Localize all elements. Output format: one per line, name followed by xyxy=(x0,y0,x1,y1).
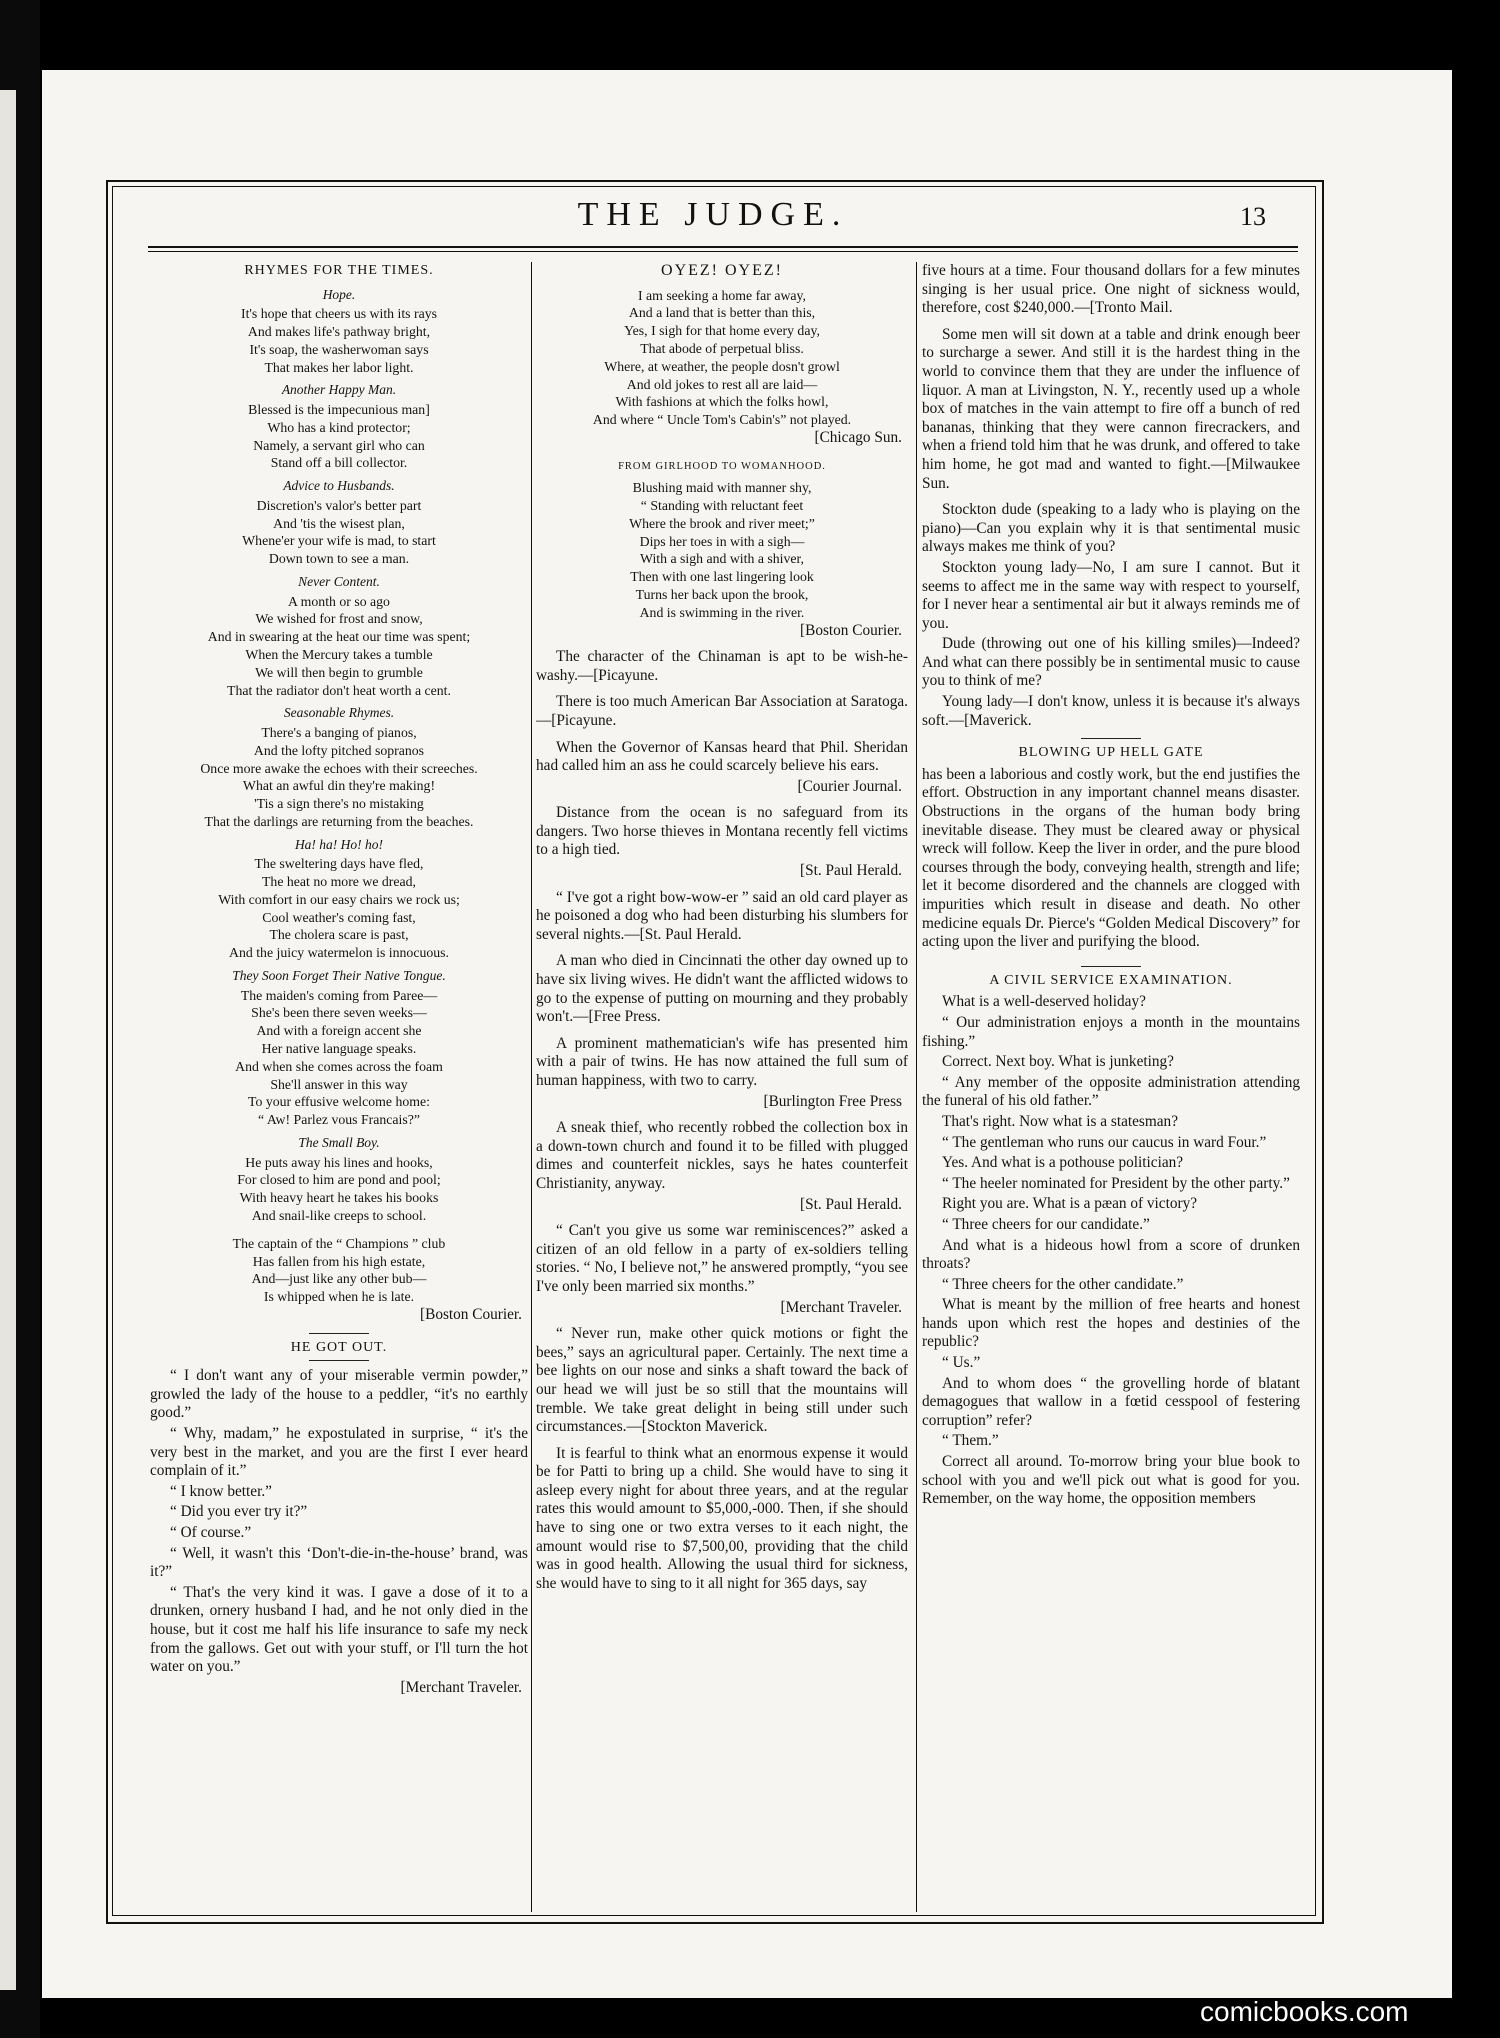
poem-line: Discretion's valor's better part xyxy=(256,497,422,513)
paragraph: “ I've got a right bow-wow-er ” said an old card player as he poisoned a dog who had been disturbing his slumbers for several nights.—[St. Paul Herald. xyxy=(536,888,908,943)
story-paragraph: “ Why, madam,” he expostulated in surprise, “ it's the very best in the market, and you are the first I ever heard complain of it.” xyxy=(150,1424,528,1480)
story-paragraph: “ I know better.” xyxy=(170,1482,272,1500)
poem-line: She'll answer in this way xyxy=(270,1076,408,1092)
poem-line: Blessed is the impecunious man] xyxy=(248,401,430,417)
paragraph: “ Never run, make other quick motions or fight the bees,” says an agricultural paper. Certainly. The next time a bee lights on our nose and sinks a shaft toward the back of our head we will just be so still that the mountains will tremble. We take great delight in being still under such circumstances.—[Stockton Maverick. xyxy=(536,1325,908,1436)
poem-stanza xyxy=(150,724,528,831)
poem-line: To your effusive welcome home: xyxy=(248,1094,430,1110)
dialogue-line: “ Three cheers for the other candidate.” xyxy=(942,1275,1184,1293)
poem-line: We will then begin to grumble xyxy=(255,664,423,680)
poem-title: Seasonable Rhymes. xyxy=(283,705,395,721)
poem-line: And the juicy watermelon is innocuous. xyxy=(229,945,449,961)
poem-line: She's been there seven weeks— xyxy=(251,1005,427,1021)
poem-line: Down town to see a man. xyxy=(268,551,410,567)
source-credit: [Courier Journal. xyxy=(797,777,902,795)
poem-line: Namely, a servant girl who can xyxy=(253,437,425,453)
section-rule xyxy=(1081,966,1141,967)
poem-stanza xyxy=(150,855,528,962)
poem-line: For closed to him are pond and pool; xyxy=(237,1172,441,1188)
dialogue-line: Correct. Next boy. What is junketing? xyxy=(942,1053,1174,1071)
poem-line: Where the brook and river meet;” xyxy=(629,515,815,531)
column-divider xyxy=(916,262,917,1912)
poem-title: They Soon Forget Their Native Tongue. xyxy=(232,968,446,984)
girlhood-source: [Boston Courier. xyxy=(800,621,902,639)
dialogue-line: Right you are. What is a pæan of victory? xyxy=(942,1195,1198,1213)
paragraph: Stockton dude (speaking to a lady who is playing on the piano)—Can you explain why it is that sentimental music always makes me think of you? xyxy=(922,501,1300,556)
source-credit: [St. Paul Herald. xyxy=(800,1195,902,1213)
poem-stanza xyxy=(150,987,528,1129)
paragraph: The character of the Chinaman is apt to be wish-he-washy.—[Picayune. xyxy=(536,648,908,684)
poem-title: Ha! ha! Ho! ho! xyxy=(294,836,384,852)
poem-line: And makes life's pathway bright, xyxy=(247,323,431,339)
dialogue-line: What is meant by the million of free hearts and honest hands upon which rest the hopes and destinies of the republic? xyxy=(922,1296,1300,1351)
dialogue-line: And what is a hideous howl from a score of drunken throats? xyxy=(922,1236,1300,1273)
poem-stanza xyxy=(150,1154,528,1225)
hellgate-heading: BLOWING UP HELL GATE xyxy=(1018,745,1204,761)
poem-line: What an awful din they're making! xyxy=(242,778,436,794)
poem-title: Advice to Husbands. xyxy=(283,478,395,494)
poem-line: Cool weather's coming fast, xyxy=(262,909,416,925)
paragraph: It is fearful to think what an enormous expense it would be for Patti to bring up a child. She would have to sing it asleep every night for about three years, and at the regular rates this would amount to $5,000,-000. Then, if she should have to sing one or two extra verses to it each night, the amount would rise to $7,500,00, providing that the child was in good health. Allowing the usual third for sickness, she would have to sing to it all night for 365 days, say xyxy=(536,1444,908,1592)
poem-line: With heavy heart he takes his books xyxy=(239,1190,439,1206)
masthead-rule xyxy=(148,246,1298,248)
dialogue-line: That's right. Now what is a statesman? xyxy=(942,1112,1178,1130)
dialogue-line: Correct all around. To-morrow bring your blue book to school with you and we'll pick out what is good for you. Remember, on the way home, the opposition members xyxy=(922,1453,1300,1508)
poem-line: Stand off a bill collector. xyxy=(270,455,408,471)
story-paragraph: “ I don't want any of your miserable vermin powder,” growled the lady of the house to a peddler, “it's no earthly good.” xyxy=(150,1367,528,1422)
poem-line: The sweltering days have fled, xyxy=(254,856,424,872)
poem-line: Is whipped when he is late. xyxy=(263,1289,415,1305)
got-out-heading: HE GOT OUT. xyxy=(290,1339,388,1355)
poem-line: It's hope that cheers us with its rays xyxy=(241,306,437,322)
paragraph: A sneak thief, who recently robbed the collection box in a down-town church and found it to be filled with plugged dimes and counterfeit nickles, says he hates counterfeit Christianity, anyway. xyxy=(536,1119,908,1192)
masthead-title: THE JUDGE. xyxy=(577,196,849,233)
poem-line: Her native language speaks. xyxy=(261,1041,417,1057)
poem-line: And snail-like creeps to school. xyxy=(251,1208,427,1224)
column-2 xyxy=(536,262,908,1912)
poem-line: With fashions at which the folks howl, xyxy=(615,394,829,410)
poem-line: 'Tis a sign there's no mistaking xyxy=(254,796,424,812)
oyez-source: [Chicago Sun. xyxy=(814,428,902,446)
poem-line: The maiden's coming from Paree— xyxy=(240,987,438,1003)
rhymes-poems xyxy=(150,286,528,1306)
paragraph: Stockton young lady—No, I am sure I cannot. But it seems to affect me in the same way with respect to yourself, for I never hear a sentimental air but it always reminds me of you. xyxy=(922,558,1300,632)
column-3 xyxy=(922,262,1300,1912)
poem-line: And with a foreign accent she xyxy=(256,1023,422,1039)
poem-title: Never Content. xyxy=(298,573,380,589)
poem-line: With comfort in our easy chairs we rock us; xyxy=(218,891,460,907)
got-out-source: [Merchant Traveler. xyxy=(400,1678,522,1696)
dialogue-line: “ Our administration enjoys a month in the mountains fishing.” xyxy=(922,1013,1300,1050)
poem-line: The cholera scare is past, xyxy=(269,927,409,943)
source-credit: [Burlington Free Press xyxy=(763,1092,902,1110)
poem-line: The captain of the “ Champions ” club xyxy=(232,1235,446,1251)
section-rule xyxy=(309,1360,369,1361)
column-divider xyxy=(531,262,532,1912)
column-2-items xyxy=(536,648,908,1593)
poem-line: Once more awake the echoes with their screeches. xyxy=(200,760,478,776)
paragraph: There is too much American Bar Association at Saratoga.—[Picayune. xyxy=(536,693,908,729)
poem-line: And old jokes to rest all are laid— xyxy=(626,376,818,392)
masthead-rule-thin xyxy=(148,251,1298,252)
poem-title: The Small Boy. xyxy=(298,1135,380,1151)
poem-line: Turns her back upon the brook, xyxy=(635,586,809,602)
oyez-poem xyxy=(536,287,908,429)
adjacent-page-edge xyxy=(0,90,16,1990)
poem-line: Blushing maid with manner shy, xyxy=(632,480,812,496)
poem-line: Then with one last lingering look xyxy=(630,569,814,585)
poem-title: Hope. xyxy=(322,286,356,302)
girlhood-poem xyxy=(536,479,908,621)
dialogue-line: And to whom does “ the grovelling horde of blatant demagogues that wallow in a fœtid cesspool of festering corruption” refer? xyxy=(922,1374,1300,1429)
paragraph: A man who died in Cincinnati the other day owned up to have six living wives. He didn't want the afflicted widows to go to the expense of putting on mourning and they probably won't.—[Free Press. xyxy=(536,952,908,1026)
story-paragraph: “ That's the very kind it was. I gave a dose of it to a drunken, ornery husband I had, and he not only died in the house, but it cost me half his life insurance to safe my neck from the gallows. Get out with your stuff, or I'll turn the hot water on you.” xyxy=(150,1583,528,1676)
paragraph: A prominent mathematician's wife has presented him with a pair of twins. He has now attained the full sum of human happiness, with two to carry. xyxy=(536,1034,908,1089)
paragraph: “ Can't you give us some war reminiscences?” asked a citizen of an old fellow in a party of ex-soldiers telling stories. “ No, I believe not,” he answered promptly, “you see I've only been married six months.” xyxy=(536,1222,908,1295)
poem-line: Where, at weather, the people dosn't growl xyxy=(604,358,840,374)
poem-line: We wished for frost and snow, xyxy=(255,611,423,627)
poem-line: And a land that is better than this, xyxy=(628,305,816,321)
poem-line: “ Aw! Parlez vous Francais?” xyxy=(258,1112,420,1128)
poem-line: The heat no more we dread, xyxy=(262,874,416,890)
paragraph: Some men will sit down at a table and drink enough beer to surcharge a sewer. And still it is the hardest thing in the world to convince them that they are under the influence of liquor. A man at Livingston, N. Y., recently used up a whole box of matches in the vain attempt to fire off a bunch of red bananas, thinking that they were cannon firecrackers, and when a friend told him that he was drunk, and offered to take him home, he got mad and wanted to fight.—[Milwaukee Sun. xyxy=(922,325,1300,492)
dialogue-line: “ The heeler nominated for President by the other party.” xyxy=(942,1174,1290,1192)
rhymes-heading: RHYMES FOR THE TIMES. xyxy=(244,263,434,278)
poem-line: And when she comes across the foam xyxy=(235,1058,443,1074)
hellgate-text: has been a laborious and costly work, but the end justifies the effort. Obstruction in any important channel means disaster. Obstructions in the organs of the human body bring inevitable disease. They must be cleared away or physical wreck will follow. Keep the liver in order, and the pure blood courses through the body, conveying health, strength and life; let it become disordered and the channels are clogged with impurities which result in disease and death. No other medicine equals Dr. Pierce's “Golden Medical Discovery” for acting upon the liver and purifying the blood. xyxy=(922,765,1300,951)
story-paragraph: “ Of course.” xyxy=(170,1523,252,1541)
paragraph: When the Governor of Kansas heard that Phil. Sheridan had called him an ass he could scarcely believe his ears. xyxy=(536,738,908,775)
poem-line: He puts away his lines and hooks, xyxy=(245,1154,433,1170)
watermark: comicbooks.com xyxy=(1200,1996,1409,2027)
poem-line: That the darlings are returning from the beaches. xyxy=(204,813,474,829)
poem-line: And—just like any other bub— xyxy=(251,1271,427,1287)
column-1 xyxy=(150,262,528,1912)
page-number: 13 xyxy=(1240,202,1266,231)
poem-line: And is swimming in the river. xyxy=(639,604,805,620)
poem-line: Yes, I sigh for that home every day, xyxy=(624,323,820,339)
dialogue-line: “ Any member of the opposite administration attending the funeral of his old father.” xyxy=(922,1073,1300,1110)
poem-stanza xyxy=(150,593,528,700)
civil-service-text xyxy=(922,993,1300,1508)
poem-line: That makes her labor light. xyxy=(264,359,414,375)
section-rule xyxy=(309,1333,369,1334)
source-credit: [St. Paul Herald. xyxy=(800,862,902,880)
dialogue-line: “ The gentleman who runs our caucus in ward Four.” xyxy=(942,1133,1267,1151)
poem-title: Another Happy Man. xyxy=(281,382,397,398)
poem-line: “ Standing with reluctant feet xyxy=(640,497,804,513)
poem-line: Who has a kind protector; xyxy=(267,419,411,435)
poem-line: And where “ Uncle Tom's Cabin's” not played. xyxy=(592,412,852,428)
paragraph: Young lady—I don't know, unless it is because it's always soft.—[Maverick. xyxy=(922,693,1300,729)
dialogue-line: “ Us.” xyxy=(942,1354,981,1372)
section-rule xyxy=(1081,738,1141,739)
poem-line: A month or so ago xyxy=(288,593,390,609)
story-paragraph: “ Well, it wasn't this ‘Don't-die-in-the-house’ brand, was it?” xyxy=(150,1544,528,1581)
poem-line: Dips her toes in with a sigh— xyxy=(639,533,805,549)
got-out-story xyxy=(150,1367,528,1677)
column-3-items xyxy=(922,262,1300,730)
paragraph: Distance from the ocean is no safeguard from its dangers. Two horse thieves in Montana recently fell victims to a high tied. xyxy=(536,804,908,859)
poem-line: Has fallen from his high estate, xyxy=(252,1253,426,1269)
poem-line: And the lofty pitched sopranos xyxy=(253,742,425,758)
poem-line: With a sigh and with a shiver, xyxy=(639,551,805,567)
poem-stanza xyxy=(150,401,528,472)
girlhood-heading: FROM GIRLHOOD TO WOMANHOOD. xyxy=(618,460,826,472)
paragraph: five hours at a time. Four thousand dollars for a few minutes singing is her usual price. One night of sickness would, therefore, cost $240,000.—[Tronto Mail. xyxy=(922,262,1300,317)
poem-line: When the Mercury takes a tumble xyxy=(245,646,433,662)
source-credit: [Merchant Traveler. xyxy=(780,1298,902,1316)
dialogue-line: What is a well-deserved holiday? xyxy=(942,993,1146,1011)
poem-line: That the radiator don't heat worth a cent. xyxy=(227,682,451,698)
story-paragraph: “ Did you ever try it?” xyxy=(170,1503,308,1521)
rhymes-source: [Boston Courier. xyxy=(420,1306,522,1323)
dialogue-line: “ Three cheers for our candidate.” xyxy=(942,1215,1150,1233)
dialogue-line: Yes. And what is a pothouse politician? xyxy=(942,1154,1184,1172)
civil-service-heading: A CIVIL SERVICE EXAMINATION. xyxy=(989,972,1233,988)
poem-line: It's soap, the washerwoman says xyxy=(249,341,429,357)
poem-stanza xyxy=(150,1235,528,1306)
poem-line: And in swearing at the heat our time was spent; xyxy=(207,629,471,645)
poem-stanza xyxy=(150,305,528,376)
poem-line: Whene'er your wife is mad, to start xyxy=(242,533,436,549)
dialogue-line: “ Them.” xyxy=(942,1432,999,1450)
poem-line: And 'tis the wisest plan, xyxy=(273,515,405,531)
poem-line: That abode of perpetual bliss. xyxy=(640,340,804,356)
poem-stanza xyxy=(150,497,528,568)
poem-line: There's a banging of pianos, xyxy=(261,724,417,740)
oyez-heading: OYEZ! OYEZ! xyxy=(661,262,783,279)
poem-line: I am seeking a home far away, xyxy=(637,287,807,303)
paragraph: Dude (throwing out one of his killing smiles)—Indeed? And what can there possibly be in sentimental music to cause you to think of me? xyxy=(922,635,1300,690)
